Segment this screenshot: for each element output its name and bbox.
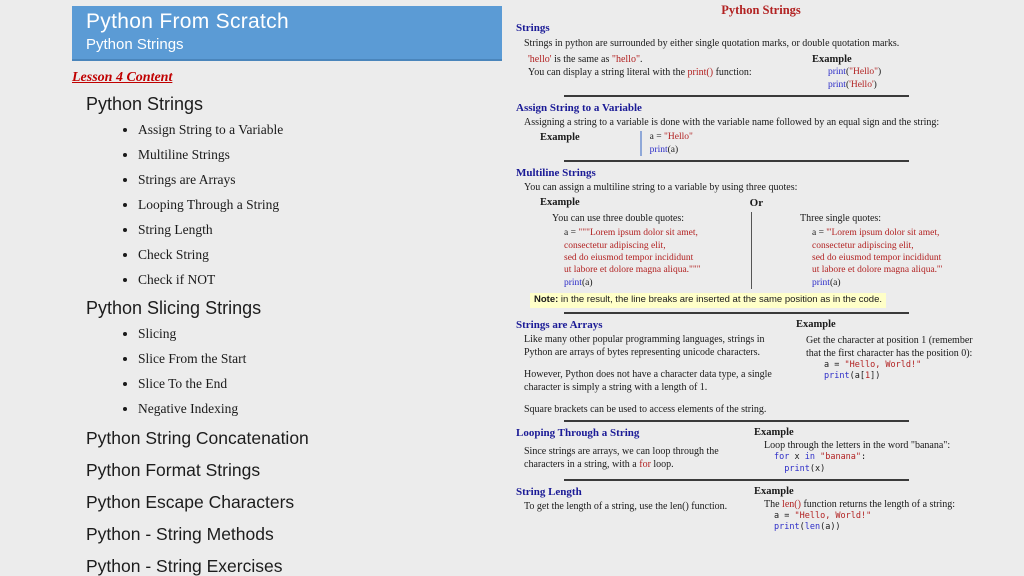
section-heading-assign: Assign String to a Variable bbox=[516, 101, 642, 114]
example-label: Example bbox=[754, 485, 794, 497]
toc-item: • Strings are Arrays bbox=[138, 172, 506, 188]
example-label: Example bbox=[540, 132, 580, 144]
multiline-right-caption: Three single quotes: bbox=[800, 213, 882, 225]
code-line: a = '''Lorem ipsum dolor sit amet, bbox=[812, 228, 940, 239]
toc-item: • Check String bbox=[138, 247, 506, 263]
toc-item: • Multiline Strings bbox=[138, 147, 506, 163]
section-heading-looping: Looping Through a String bbox=[516, 426, 640, 439]
toc-item: • Slice To the End bbox=[138, 376, 506, 392]
lesson-content-heading: Lesson 4 Content bbox=[72, 70, 173, 85]
code-line: print(len(a)) bbox=[774, 522, 841, 533]
arrays-paragraph-3: Square brackets can be used to access elements of the string. bbox=[524, 403, 767, 415]
separator bbox=[564, 479, 909, 481]
example-label: Example bbox=[796, 318, 836, 330]
strings-line1: 'hello' is the same as "hello". bbox=[528, 53, 643, 65]
multiline-columns bbox=[512, 212, 1010, 289]
example-label: Example bbox=[812, 53, 852, 65]
code-line: print(a) bbox=[564, 277, 593, 288]
toc-item: • Assign String to a Variable bbox=[138, 122, 506, 138]
multiline-right-column bbox=[752, 212, 942, 289]
toc-section-string-methods: Python - String Methods bbox=[86, 524, 274, 544]
multiline-left-column bbox=[512, 212, 752, 289]
strings-paragraph: Strings in python are surrounded by either single quotation marks, or double quotation marks. bbox=[524, 37, 900, 49]
code-line: a = "Hello, World!" bbox=[774, 511, 872, 522]
example-label: Example bbox=[540, 197, 580, 209]
length-paragraph: To get the length of a string, use the len() function. bbox=[524, 500, 728, 512]
section-heading-multiline: Multiline Strings bbox=[516, 166, 596, 179]
multiline-left-caption: You can use three double quotes: bbox=[552, 213, 685, 225]
multiline-labels-row bbox=[540, 196, 1010, 210]
toc-section-slicing-strings: Python Slicing Strings bbox=[86, 298, 262, 318]
strings-example-row bbox=[512, 53, 1010, 91]
code-line: print('Hello') bbox=[828, 79, 877, 90]
code-line: print(a) bbox=[812, 277, 841, 288]
code-line: ut labore et dolore magna aliqua.""" bbox=[564, 265, 701, 276]
code-line: ut labore et dolore magna aliqua.''' bbox=[812, 265, 943, 276]
strings-line2: You can display a string literal with the print() function: bbox=[528, 66, 752, 78]
length-example-caption: The len() function returns the length of a string: bbox=[764, 499, 956, 511]
slide-title-banner bbox=[72, 6, 502, 61]
code-line: consectetur adipiscing elit, bbox=[812, 240, 914, 251]
toc-section-concatenation: Python String Concatenation bbox=[86, 428, 309, 448]
notes-title: Python Strings bbox=[721, 3, 801, 17]
assign-code-block bbox=[640, 131, 693, 156]
section-heading-arrays: Strings are Arrays bbox=[516, 318, 603, 331]
length-section-row bbox=[512, 485, 1010, 534]
code-line: for x in "banana": bbox=[774, 452, 867, 463]
separator bbox=[564, 420, 909, 422]
lesson-subtitle: Python Strings bbox=[86, 36, 184, 53]
toc-list-slicing bbox=[138, 326, 506, 417]
assign-example-row bbox=[540, 131, 1010, 156]
toc-section-format-strings: Python Format Strings bbox=[86, 460, 261, 480]
arrays-section-row bbox=[512, 318, 1010, 416]
toc-item: • Looping Through a String bbox=[138, 197, 506, 213]
course-title: Python From Scratch bbox=[86, 10, 289, 33]
code-line: sed do eiusmod tempor incididunt bbox=[812, 253, 942, 264]
toc-section-python-strings: Python Strings bbox=[86, 94, 204, 114]
code-line: a = "Hello" bbox=[649, 132, 693, 143]
toc-item: • Slicing bbox=[138, 326, 506, 342]
arrays-paragraph-2: However, Python does not have a character data type, a single character is simply a string with a length of 1. bbox=[524, 368, 772, 393]
note-highlight: Note: in the result, the line breaks are inserted at the same position as in the code. bbox=[530, 293, 886, 307]
section-heading-length: String Length bbox=[516, 485, 582, 498]
toc-item: • Slice From the Start bbox=[138, 351, 506, 367]
looping-paragraph: Since strings are arrays, we can loop through the characters in a string, with a for loop. bbox=[524, 446, 719, 471]
arrays-paragraph-1: Like many other popular programming languages, strings in Python are arrays of bytes representing unicode characters. bbox=[524, 333, 765, 358]
toc-item: • Negative Indexing bbox=[138, 401, 506, 417]
notes-panel bbox=[512, 2, 1010, 533]
looping-section-row bbox=[512, 426, 1010, 475]
section-heading-strings: Strings bbox=[516, 22, 550, 35]
toc-item: • Check if NOT bbox=[138, 272, 506, 288]
code-line: sed do eiusmod tempor incididunt bbox=[564, 253, 694, 264]
separator bbox=[564, 160, 909, 162]
code-line: print("Hello") bbox=[828, 67, 882, 78]
example-label: Example bbox=[754, 426, 794, 438]
separator bbox=[564, 95, 909, 97]
code-line: print(x) bbox=[784, 463, 826, 474]
looping-example-caption: Loop through the letters in the word "banana": bbox=[764, 440, 951, 452]
arrays-example-caption: Get the character at position 1 (remember that the first character has the position 0): bbox=[806, 335, 973, 360]
multiline-paragraph: You can assign a multiline string to a variable by using three quotes: bbox=[524, 182, 798, 194]
code-line: a = "Hello, World!" bbox=[824, 360, 922, 371]
code-line: consectetur adipiscing elit, bbox=[564, 240, 666, 251]
separator bbox=[564, 312, 909, 314]
toc-item: • String Length bbox=[138, 222, 506, 238]
code-line: a = """Lorem ipsum dolor sit amet, bbox=[564, 228, 698, 239]
or-label: Or bbox=[749, 197, 764, 210]
toc-section-escape-characters: Python Escape Characters bbox=[86, 492, 295, 512]
toc-list-strings bbox=[138, 122, 506, 288]
assign-paragraph: Assigning a string to a variable is done with the variable name followed by an equal sign and the string: bbox=[524, 117, 940, 129]
toc-section-string-exercises: Python - String Exercises bbox=[86, 556, 283, 576]
code-line: print(a[1]) bbox=[824, 371, 881, 382]
table-of-contents bbox=[86, 94, 506, 576]
code-line: print(a) bbox=[649, 144, 679, 155]
